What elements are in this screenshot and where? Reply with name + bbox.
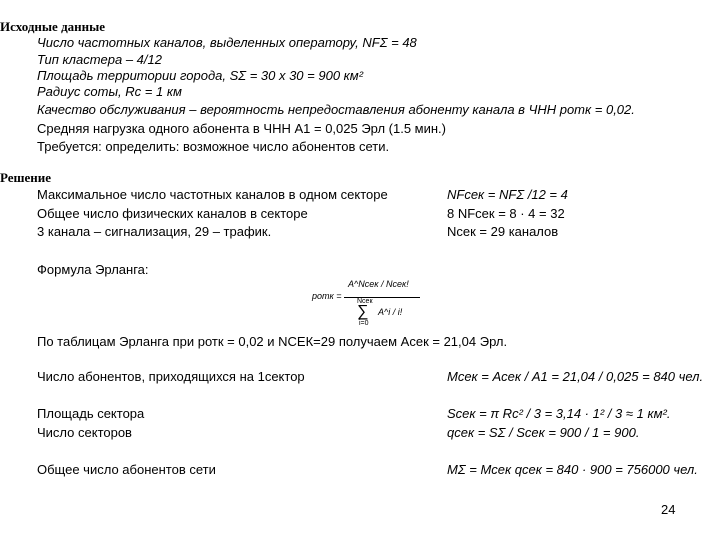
- row-max-channels-label: Максимальное число частотных каналов в одном секторе: [37, 187, 388, 202]
- initial-line-channels: Число частотных каналов, выделенных оператору, NFΣ = 48: [37, 35, 417, 50]
- initial-line-radius: Радиус соты, Rc = 1 км: [37, 84, 182, 99]
- solution-header: Решение: [0, 170, 52, 185]
- row-erlang-table-label: По таблицам Эрланга при pотк = 0,02 и NСЕК=29 получаем Aсек = 21,04 Эрл.: [37, 334, 508, 349]
- row-sector-area-value: Sсек = π Rc² / 3 = 3,14 · 1² / 3 ≈ 1 км².: [447, 406, 671, 421]
- row-sector-area-label: Площадь сектора: [37, 406, 145, 421]
- row-erlang-formula-label: Формула Эрланга:: [37, 262, 149, 277]
- row-physical-channels-value: 8 NFсек = 8 · 4 = 32: [447, 206, 565, 221]
- formula-sum-upper: Nсек: [357, 298, 373, 305]
- formula-fraction-bar: [344, 297, 420, 298]
- row-subscribers-per-sector-label: Число абонентов, приходящихся на 1сектор: [37, 369, 305, 384]
- initial-data-header: Исходные данные: [0, 19, 106, 34]
- row-signaling-value: Nсек = 29 каналов: [447, 224, 559, 239]
- row-physical-channels-label: Общее число физических каналов в секторе: [37, 206, 308, 221]
- row-signaling-label: 3 канала – сигнализация, 29 – трафик.: [37, 224, 272, 239]
- erlang-formula: [312, 275, 422, 329]
- formula-sum-sign: ∑: [357, 303, 369, 320]
- initial-line-area: Площадь территории города, SΣ = 30 х 30 = 900 км²: [37, 68, 364, 83]
- initial-line-quality: Качество обслуживания – вероятность непредоставления абоненту канала в ЧНН pотк = 0,02.: [37, 102, 635, 117]
- initial-line-cluster: Тип кластера – 4/12: [37, 52, 162, 67]
- formula-sum-term: A^i / i!: [378, 307, 403, 317]
- row-subscribers-per-sector-value: Mсек = Aсек / A1 = 21,04 / 0,025 = 840 чел.: [447, 369, 704, 384]
- page-number: 24: [661, 502, 676, 517]
- row-sector-count-label: Число секторов: [37, 425, 132, 440]
- row-max-channels-value: NFсек = NFΣ /12 = 4: [447, 187, 568, 202]
- initial-line-required: Требуется: определить: возможное число абонентов сети.: [37, 139, 390, 154]
- formula-lhs: pотк =: [312, 291, 342, 301]
- row-sector-count-value: qсек = SΣ / Sсек = 900 / 1 = 900.: [447, 425, 640, 440]
- row-total-subscribers-label: Общее число абонентов сети: [37, 462, 216, 477]
- row-total-subscribers-value: MΣ = Mсек qсек = 840 · 900 = 756000 чел.: [447, 462, 698, 477]
- formula-sum-lower: i=0: [359, 320, 369, 327]
- formula-numerator: A^Nсек / Nсек!: [348, 279, 409, 289]
- initial-line-load: Средняя нагрузка одного абонента в ЧНН A1 = 0,025 Эрл (1.5 мин.): [37, 121, 446, 136]
